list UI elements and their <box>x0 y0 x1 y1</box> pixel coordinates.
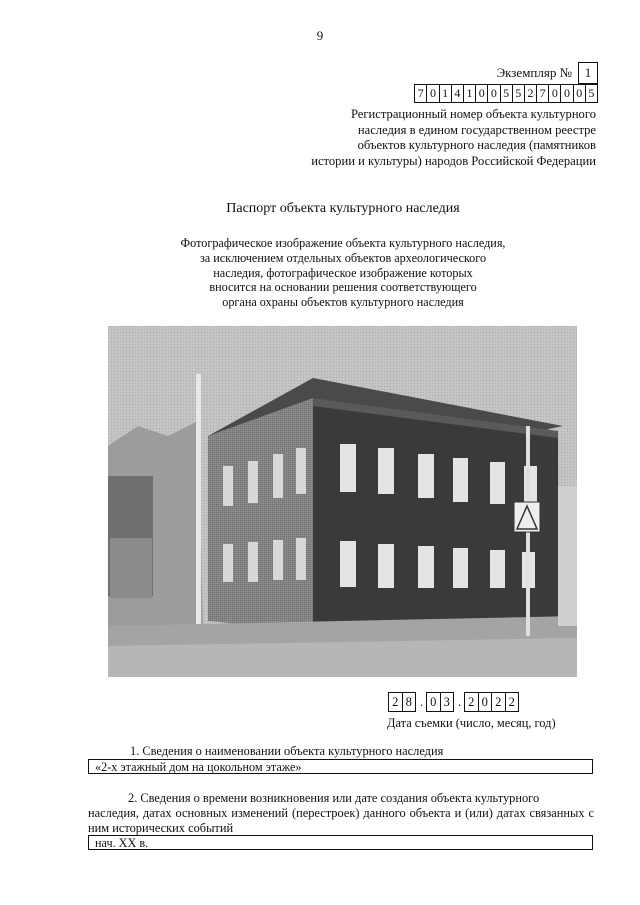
section-1-value: «2-х этажный дом на цокольном этаже» <box>88 759 593 774</box>
reg-digit: 0 <box>573 84 586 103</box>
photo-caption-line: за исключением отдельных объектов археологического <box>199 250 487 265</box>
date-digit: 2 <box>388 692 403 712</box>
registration-caption-line: наследия в едином государственном реестре <box>357 122 596 137</box>
date-digit: 2 <box>505 692 520 712</box>
photo-caption-line: вносится на основании решения соответствующего <box>209 280 477 295</box>
date-digit: 8 <box>402 692 417 712</box>
photo-caption <box>0 236 640 310</box>
reg-digit: 0 <box>560 84 573 103</box>
reg-digit: 5 <box>500 84 513 103</box>
date-separator: . <box>457 694 462 709</box>
photo-caption-line: Фотографическое изображение объекта культурного наследия, <box>180 236 506 250</box>
reg-digit: 7 <box>536 84 549 103</box>
photo-caption-line: органа охраны объектов культурного наследия <box>222 295 464 310</box>
section-2-title-first-line: 2. Сведения о времени возникновения или дате создания объекта культурного <box>128 791 540 805</box>
section-2-value: нач. XX в. <box>88 835 593 850</box>
reg-digit: 0 <box>475 84 488 103</box>
date-digit: 0 <box>426 692 441 712</box>
copy-label: Экземпляр № <box>496 65 572 80</box>
section-2-title <box>88 791 594 836</box>
registration-caption-line: Регистрационный номер объекта культурного <box>350 107 596 121</box>
registration-caption-line: истории и культуры) народов Российской Федерации <box>311 153 596 168</box>
reg-digit: 7 <box>414 84 427 103</box>
shoot-date-boxes <box>389 692 519 712</box>
reg-digit: 1 <box>463 84 476 103</box>
registration-caption-line: объектов культурного наследия (памятников <box>357 138 596 153</box>
document-title: Паспорт объекта культурного наследия <box>226 201 460 216</box>
copy-number-row <box>497 62 598 84</box>
date-digit: 0 <box>478 692 493 712</box>
reg-digit: 0 <box>487 84 500 103</box>
photo-caption-line: наследия, фотографическое изображение которых <box>213 265 473 280</box>
date-digit: 2 <box>464 692 479 712</box>
reg-digit: 0 <box>548 84 561 103</box>
registration-caption <box>266 107 596 169</box>
reg-digit: 4 <box>451 84 464 103</box>
page-number: 9 <box>316 28 324 43</box>
date-digit: 2 <box>491 692 506 712</box>
reg-digit: 2 <box>524 84 537 103</box>
registration-number-boxes <box>415 84 598 103</box>
reg-digit: 5 <box>585 84 598 103</box>
copy-number-box: 1 <box>578 62 598 84</box>
date-digit: 3 <box>440 692 455 712</box>
reg-digit: 5 <box>512 84 525 103</box>
section-1-title: 1. Сведения о наименовании объекта культурного наследия <box>130 744 444 758</box>
reg-digit: 0 <box>426 84 439 103</box>
building-photo <box>108 326 577 677</box>
building-photo-icon <box>108 326 577 677</box>
shoot-date-caption: Дата съемки (число, месяц, год) <box>387 716 556 730</box>
date-separator: . <box>419 694 424 709</box>
section-2-title-rest: наследия, датах основных изменений (перестроек) данного объекта и (или) датах связанных с ним исторических событий <box>88 806 594 835</box>
reg-digit: 1 <box>439 84 452 103</box>
